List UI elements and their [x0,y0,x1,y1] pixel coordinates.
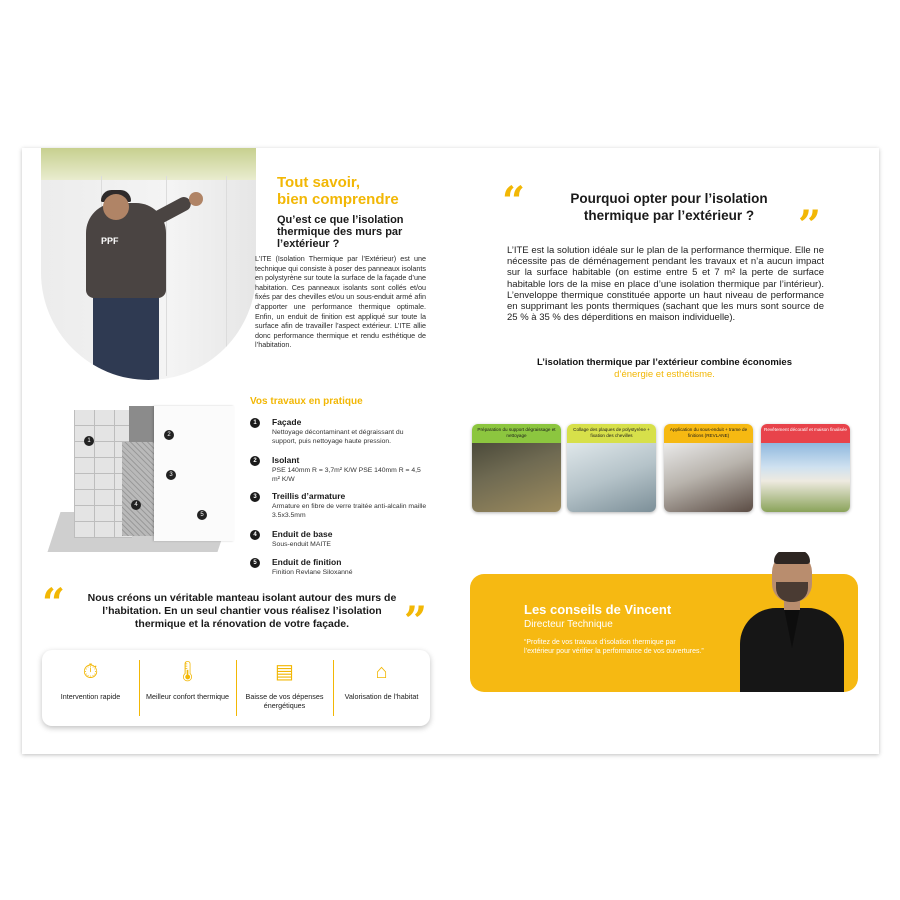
process-photo-3: Application du sous-enduit + trame de finitions (REVLANE) [664,424,753,512]
benefits-card [42,650,430,726]
process-photo-1: Préparation du support dégraissage et nettoyage [472,424,561,512]
close-quote-icon: ” [404,598,428,645]
brochure-spread: PPF Tout savoir, bien comprendre Qu’est ce que l’isolation thermique des murs par l’extérieur ? L’ITE (Isolation Thermique par l’Extérieur) est une technique qui consiste à poser des panneaux isolants en polystyrène sur toute la surface de la façade d’une habitation. Ces panneaux isolants sont collés et/ou fixés par des chevilles et/ou un sous-enduit armé afin d’apporter une performance thermique optimale. Enfin, un enduit de finition est appliqué sur toute la surface afin de travailler l’aspect extérieur. L’ITE allie donc performance thermique et rendu esthétique de l’habitation. 1 2 3 4 5 Vos travaux en pratique 1 Façade Nettoyage décontaminant et dégraissant du support, puis nettoyage haute pression. 2 Isolant PSE 140mm R = 3,7m² K/W PSE 140mm R = 4,5 m² K/W 3 Treillis d’armature Armature en fibre de verre traitée anti-alcalin maille 3.5x3.5mm 4 Enduit de base Sous-enduit MAITE 5 Enduit de finition Finition Revlane Siloxanné “ Nous créons un véritable manteau isolant autour des murs de l’habitation. En un seul chantier vous réalisez l’isolation thermique et la rénovation de votre façade. ” ⏱ Intervention rapide 🌡 Meilleur confort thermique ▤ Baisse de vos dépenses énergétiques ⌂ Valorisation de l’habitat “ Pourquoi opter pour l’isolation thermique par l’extérieur ? ” L’ITE est la solution idéale sur le plan de la performance thermique. Elle ne nécessite pas de déménagement pendant les travaux et n’a aucun impact sur la surface habitable (on estime entre 5 et 7 m² la perte de surface habitable lors de la mise en place d’une isolation thermique par l’intérieur). L’enveloppe thermique constituée apporte un haut niveau de performance en supprimant les ponts thermiques (sachant que les murs sont source de 25 % à 35 % des déperditions en maison individuelle). L’isolation thermique par l’extérieur combine économies d’énergie et esthétisme. Préparation du support dégraissage et nettoyage Collage des plaques de polystyrène + fixation des chevilles Application du sous-enduit + trame de finitions (REVLANE) Revêtement décoratif et maison finalisée Les conseils de Vincent Directeur Technique “Profitez de vos travaux d’isolation thermique par l’extérieur pour vérifier la performance de vos ouvertures.” [22,148,879,754]
section-subtitle: Qu’est ce que l’isolation thermique des murs par l’extérieur ? [277,214,404,250]
close-quote-icon: ” [798,202,822,249]
intro-paragraph: L’ITE (Isolation Thermique par l’Extérieur) est une technique qui consiste à poser des panneaux isolants en polystyrène sur toute la surface de la façade d’une habitation. Ces panneaux isolants sont collés et/ou fixés par des chevilles et/ou un sous-enduit armé afin d’apporter une performance thermique optimale. Enfin, un enduit de finition est appliqué sur toute la surface afin de travailler l’aspect extérieur. L’ITE allie donc performance thermique et rendu esthétique de l’habitation. [255,254,426,350]
advice-title: Les conseils de Vincent [524,602,672,617]
advisor-portrait [738,552,848,692]
energy-label-icon: ▤ [275,661,294,683]
benefit-item: 🌡 Meilleur confort thermique [145,661,230,701]
advice-quote: “Profitez de vos travaux d’isolation thermique par l’extérieur pour vérifier la performance de vos ouvertures.” [524,639,704,655]
advice-role: Directeur Technique [524,619,613,630]
right-body-text: L’ITE est la solution idéale sur le plan de la performance thermique. Elle ne nécessite pas de déménagement pendant les travaux et n’a aucun impact sur la surface habitable (on estime entre 5 et 7 m² la perte de surface habitable lors de la mise en place d’une isolation thermique par l’intérieur). L’enveloppe thermique constituée apporte un haut niveau de performance en supprimant les ponts thermiques (sachant que les murs sont source de 25 % à 35 % des déperditions en maison individuelle). [507,245,824,324]
process-photo-4: Revêtement décoratif et maison finalisée [761,424,850,512]
left-quote: “ Nous créons un véritable manteau isolant autour des murs de l’habitation. En un seul chantier vous réalisez l’isolation thermique et la rénovation de votre façade. ” [42,580,428,645]
worker-photo [41,148,256,380]
wall-layers-illustration: 1 2 3 4 5 [44,400,240,560]
open-quote-icon: “ [42,580,66,627]
practice-title: Vos travaux en pratique [250,396,363,407]
section-title: Tout savoir, bien comprendre [277,174,399,208]
thermostat-icon: 🌡 [174,661,201,683]
right-summary: L’isolation thermique par l’extérieur combine économies d’énergie et esthétisme. [537,357,792,380]
open-quote-icon: “ [502,178,526,225]
process-photo-2: Collage des plaques de polystyrène + fixation des chevilles [567,424,656,512]
house-icon: ⌂ [375,661,388,683]
benefit-item: ⏱ Intervention rapide [60,661,121,701]
advice-card [470,574,858,692]
stopwatch-icon: ⏱ [82,661,99,683]
right-heading: “ Pourquoi opter pour l’isolation thermique par l’extérieur ? ” [502,178,822,249]
worker-logo: PPF [101,236,119,246]
benefit-item: ⌂ Valorisation de l’habitat [344,661,419,701]
benefit-item: ▤ Baisse de vos dépenses énergétiques [245,661,324,710]
